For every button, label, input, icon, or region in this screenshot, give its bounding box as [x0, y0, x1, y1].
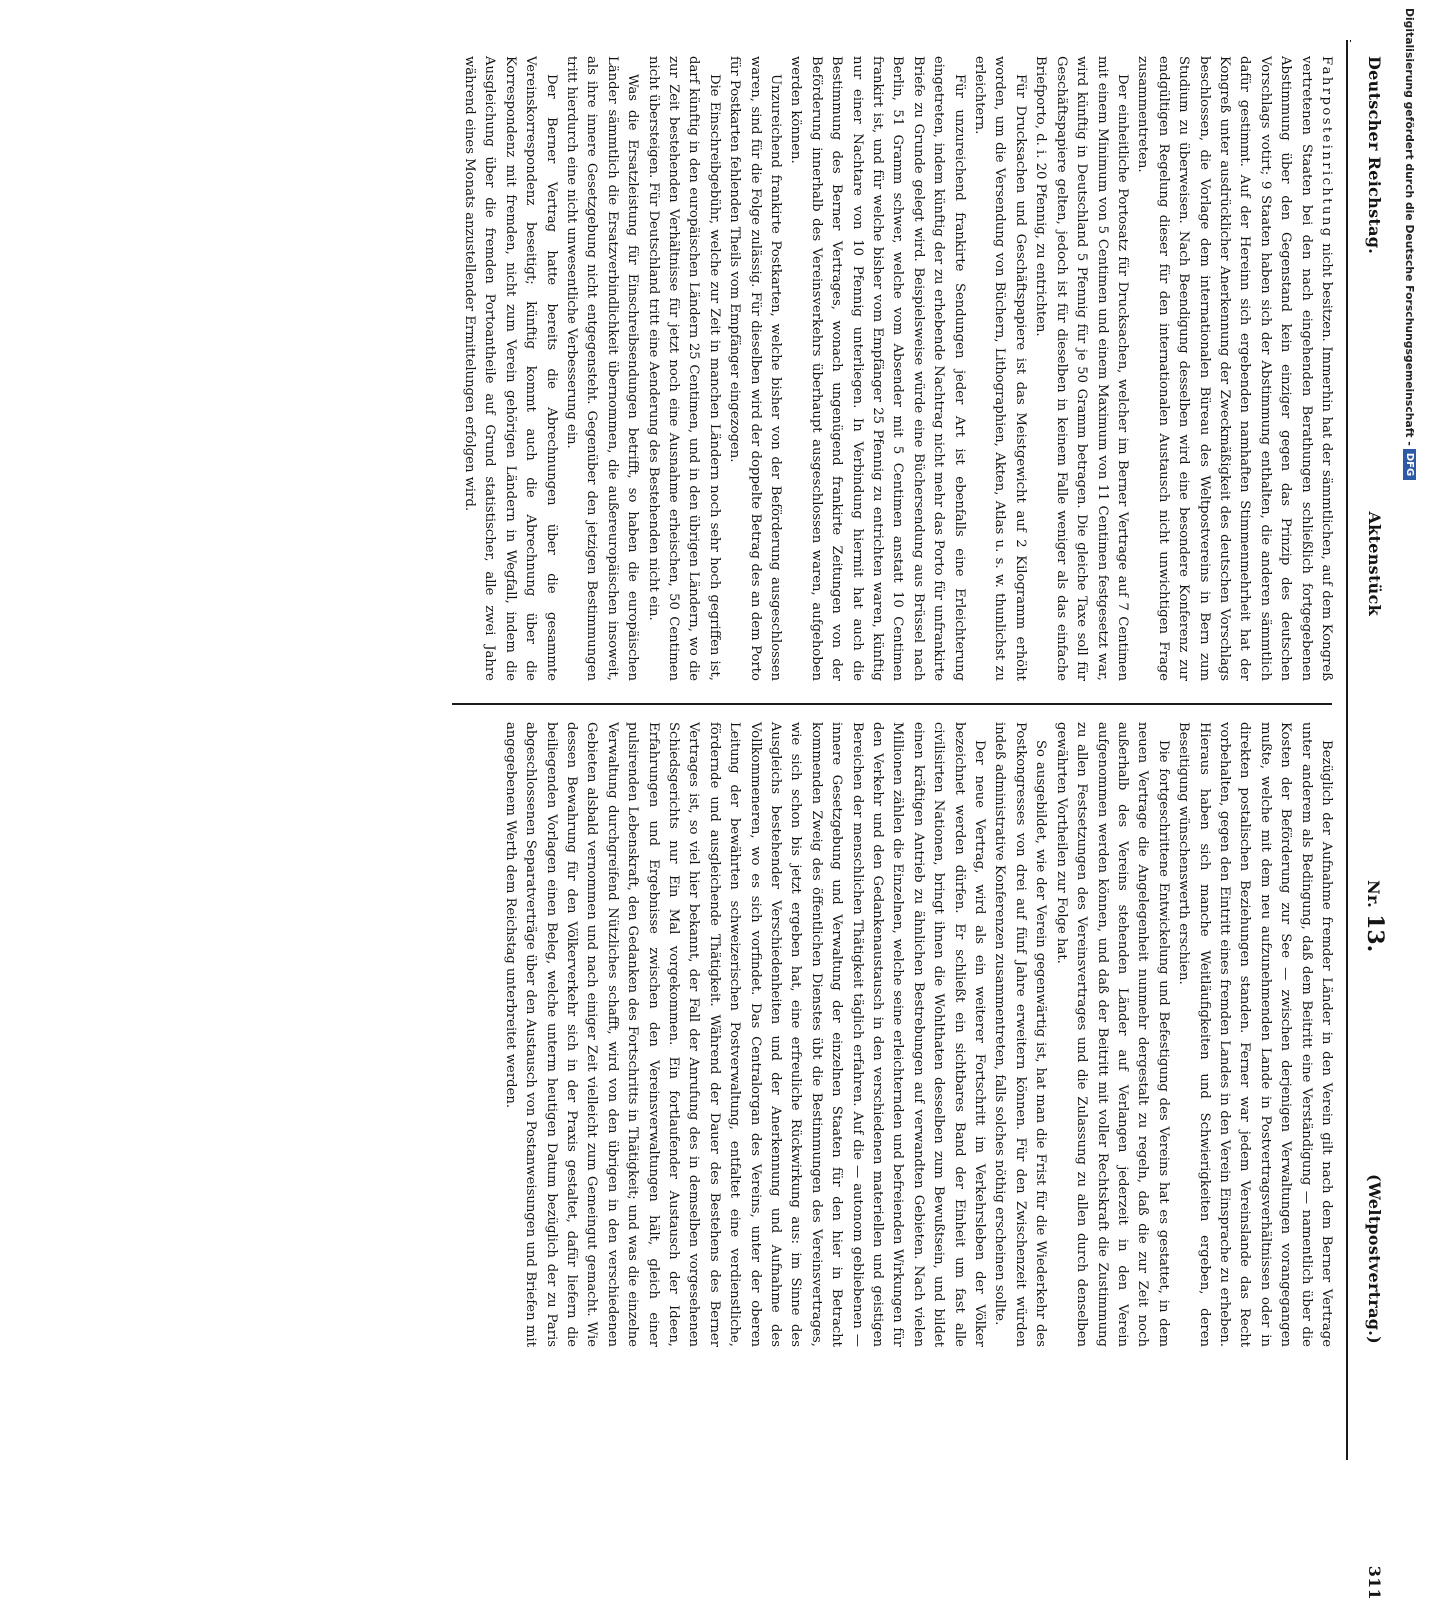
paragraph-text: Die fortgeschrittene Entwickelung und Befestigung des Vereins hat es gestattet, in dem neuen Vertrage die Angelegenheit nunmehr dergestalt zu regeln, daß die zur Zeit noch außerhalb des Vereins stehenden Länder auf Verlangen jederzeit in den Verein aufgenommen werden können, und daß der Beitritt mit voller Rechtskraft die Zustimmung zu allen Festsetzungen des Vereinsvertrages und die Zulassung zu allen durch denselben gewährten Vortheilen zur Folge hat.	[1053, 722, 1171, 1347]
number-label: Nr.	[1364, 880, 1383, 909]
paragraph-lead-word: Fahrposteinrichtung	[1319, 56, 1334, 239]
page-header-left	[1358, 56, 1392, 616]
credit-text: Digitalisierung gefördert durch die Deutsche Forschungsgemeinschaft -	[1403, 8, 1417, 446]
dfg-logo: DFG	[1404, 449, 1417, 480]
paragraph-text: Die Einschreibgebühr, welche zur Zeit in manchen Ländern noch sehr hoch gegriffen ist, darf künftig in den europäischen Ländern 25 Centimen, und in den übrigen Ländern, wo die zur Zeit bestehenden Verhältnisse für jetzt noch eine Ausnahme erheischen, 50 Centimen nicht übersteigen. Für Deutschland tritt eine Aenderung des Bestehenden nicht ein.	[645, 56, 722, 681]
column-divider	[452, 703, 1332, 705]
right-column-paragraph	[989, 722, 1050, 1347]
right-column	[456, 722, 1336, 1347]
right-column-body	[499, 722, 1336, 1347]
paragraph-text: Der Berner Vertrag hatte bereits die Abrechnungen über die gesammte Vereinskorrespondenz beseitigt; künftig kommt auch die Abrechnung über die Korrespondenz mit fremden, nicht zum Verein gehörigen Ländern in Wegfall, indem die Ausgleichung über die fremden Portoantheile auf Grund statistischer, alle zwei Jahre während eines Monats anzustellender Ermittelungen erfolgen wird.	[461, 56, 559, 681]
paragraph-text: Was die Ersatzleistung für Einschreibsendungen betrifft, so haben die europäischen Länder sämmtlich die Ersatzverbindlichkeit übernommen, die außereuropäischen insoweit, als ihre innere Gesetzgebung nicht entgegensteht. Gegenüber den jetzigen Bestimmungen tritt hierdurch eine nicht unwesentliche Verbesserung ein.	[563, 56, 641, 681]
paragraph-text: Der neue Vertrag, wird als ein weiterer Fortschritt im Verkehrsleben der Völker bezeichnet werden dürfen. Er schließt ein sichtbares Band der Einheit um fast alle civilisirten Nationen, bringt ihnen die Wohlthaten desselben zum Bewußtsein, und bildet einen kräftigen Antrieb zu ähnlichen Bestrebungen auf verwandten Gebieten. Nach vielen Millionen zählen die Einzelnen, welche seine erleichternden und befreienden Wirkungen für den Verkehr und den Gedankenaustausch in den verschiedenen materiellen und geistigen Bereichen der menschlichen Thätigkeit täglich erfahren. Auf die — autonom gebliebenen — innere Gesetzgebung und Verwaltung der einzelnen Staaten für den hier in Betracht kommenden Zweig des öffentlichen Dienstes übt die Bestimmungen des Vereinsvertrages, wie sich schon bis jetzt ergeben hat, eine erfreuliche Rückwirkung aus: im Sinne des Ausgleichs bestehender Verschiedenheiten und der Anerkennung und Aufnahme des Vollkommeneren, wo es sich vorfindet. Das Centralorgan des Vereins, unter der oberen Leitung der bewährten schweizerischen Postverwaltung, entfaltet eine verdienstliche, fördernde und ausgleichende Thätigkeit. Während der Dauer des Bestehens des Berner Vertrages ist, so viel hier bekannt, der Fall der Anrufung des in demselben vorgesehenen Schiedsgerichts nur Ein Mal vorgekommen. Ein fortlaufender Austausch der Ideen, Erfahrungen und Ergebnisse zwischen den Vereinsverwaltungen hält, gleich einer pulsirenden Lebenskraft, den Gedanken des Fortschritts in Thätigkeit; und was die einzelne Verwaltung durchgreifend Nützliches schafft, wird von den übrigen in den verschiedenen Gebieten alsbald vernommen und nach einiger Zeit vielleicht zum Gemeingut gemacht. Wie dessen Bewahrung für den Völkerverkehr sich in der Praxis gestaltet, dafür liefern die beiliegenden Vorlagen einen Beleg, welche unterm heutigen Datum bezüglich der zu Paris abgeschlossenen Separatverträge über den Austausch von Postanweisungen und Briefen mit angegebenem Werth dem Reichstag unterbreitet werden.	[502, 722, 988, 1347]
paragraph-text: nicht besitzen. Immerhin hat der sämmtlichen, auf dem Kongreß vertretenen Staaten bei den nach eingehenden Berathungen schließlich fortgegebenen Abstimmung über den Gegenstand kein einziger gegen das Prinzip des deutschen Vorschlags votirt; 9 Staaten haben sich der Abstimmung enthalten, die anderen sämmtlich dafür gestimmt. Auf der Hereinn sich ergebenden namhaften Stimmenmehrheit hat der Kongreß unter ausdrücklicher Anerkennung der Zweckmäßigkeit des deutschen Vorschlags beschlossen, die Vorlage dem internationalen Büreau des Weltpostvereins in Bern zum Studium zu überweisen. Nach Beendigung desselben wird eine besondere Konferenz zur endgültigen Regelung dieser für den internationalen Austausch nicht unwichtigen Frage zusammentreten.	[1135, 56, 1334, 681]
paragraph-text: So ausgebildet, wie der Verein gegenwärtig ist, hat man die Frist für die Wiederkehr des Postkongresses von drei auf fünf Jahre erweitern können. Für den Zwischenzeit würden indeß administrative Konferenzen zusammentreten, falls solches nöthig erscheinen sollte.	[992, 722, 1049, 1347]
paragraph-text: Für Drucksachen und Geschäftspapiere ist das Meistgewicht auf 2 Kilogramm erhöht worden, um die Versendung von Büchern, Lithographien, Akten, Atlas u. s. w. thunlichst zu erleichtern.	[972, 56, 1028, 681]
running-title: Deutscher Reichstag.	[1365, 56, 1385, 255]
digitization-credit	[1395, 0, 1425, 1000]
document-label: Aktenstück	[1365, 511, 1385, 616]
left-column-paragraph	[785, 56, 969, 681]
left-column-paragraph	[724, 56, 785, 681]
rule-cap	[1350, 40, 1351, 42]
left-column-body	[459, 56, 1336, 681]
page-header-right	[1358, 880, 1392, 1600]
header-rule	[1346, 40, 1348, 1460]
document-number: 13.	[1362, 914, 1388, 953]
left-column-paragraph	[1030, 56, 1132, 681]
right-column-paragraph	[1173, 722, 1336, 1347]
paragraph-text: Für unzureichend frankirte Sendungen jeder Art ist ebenfalls eine Erleichterung eingetreten, indem künftig der zu erhebende Nachtrag nicht mehr das Porto für unfrankirte Briefe zu Grunde gelegt wird. Beispielsweise würde eine Büchersendung aus Brüssel nach Berlin, 51 Gramm schwer, welche vom Absender mit 5 Centimen anstatt 10 Centimen frankirt ist, und für welche bisher vom Empfänger 25 Pfennig zu entrichten waren, künftig nur einer Nachtare von 10 Pfennig unterliegen. In Verbindung hiermit hat auch die Bestimmung des Berner Vertrages, wonach ungenügend frankirte Zeitungen von der Beförderung innerhalb des Vereinsverkehrs überhaupt ausgeschlossen waren, aufgehoben werden können.	[788, 56, 967, 681]
credit-rotated	[1395, 0, 1425, 1008]
left-column-paragraph	[561, 56, 643, 681]
right-column-paragraph	[1050, 722, 1172, 1347]
page-number: 311	[1365, 1565, 1385, 1600]
section-title: (Weltpostvertrag.)	[1365, 1174, 1385, 1344]
paragraph-text: Der einheitliche Portosatz für Drucksachen, welcher im Berner Vertrage auf 7 Centimen mit einem Minimum von 5 Centimen und einem Maximum von 11 Centimen festgesetzt war, wird künftig in Deutschland 5 Pfennig für je 50 Gramm betragen. Die gleiche Taxe soll für Geschäftspapiere gelten, jedoch ist für dieselben in keinem Falle weniger als das einfache Briefporto, d. i. 20 Pfennig, zu entrichten.	[1033, 56, 1130, 681]
left-column-paragraph	[969, 56, 1030, 681]
paragraph-text: Unzureichend frankirte Postkarten, welche bisher von der Beförderung ausgeschlossen waren, sind für die Folge zulässig. Für dieselben wird der doppelte Betrag des an dem Porto für Postkarten fehlenden Theils vom Empfänger eingezogen.	[727, 56, 784, 681]
right-column-paragraph	[499, 722, 989, 1347]
left-column-paragraph	[642, 56, 724, 681]
left-column	[456, 56, 1336, 681]
paragraph-text: Bezüglich der Aufnahme fremder Länder in den Verein gilt nach dem Berner Vertrage unter anderem als Bedingung, daß dem Beitritt eine Verständigung — namentlich über die Kosten der Beförderung zur See — zwischen derjenigen Verwaltungen vorangegangen mußte, welche mit dem neu aufzunehmenden Lande in Postvertragsverhältnissen oder in direkten postalischen Beziehungen standen. Ferner war jedem Vereinslande das Recht vorbehalten, gegen den Eintritt eines fremden Landes in den Verein Einsprache zu erheben. Hieraus haben sich manche Weitläufigkeiten und Schwierigkeiten ergeben, deren Beseitigung wünschenswerth erschien.	[1176, 722, 1334, 1347]
left-column-paragraph	[1132, 56, 1336, 681]
left-column-paragraph	[459, 56, 561, 681]
document-number-group	[1362, 880, 1388, 952]
